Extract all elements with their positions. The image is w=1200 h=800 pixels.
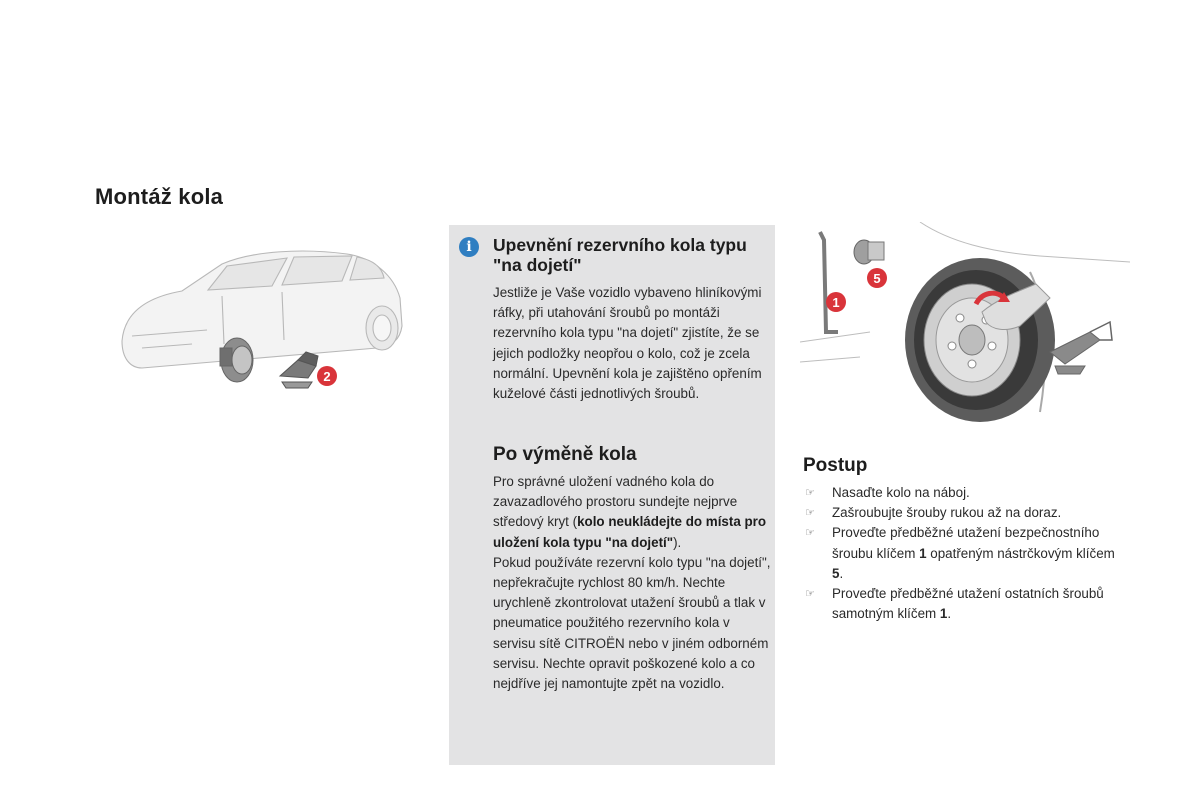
list-item: ☞ Zašroubujte šrouby rukou až na doraz. <box>805 503 1125 523</box>
info-body-text: Jestliže je Vaše vozidlo vybaveno hliníkovými ráfky, při utahování šroubů po montáži rezervního kola typu "na dojetí" zjistíte, že se jejich podložky neopřou o kolo, což je zcela normální. Upevnění kola je zajištěno opřením kuželové části jednotlivých šroubů. <box>493 285 762 402</box>
pointing-hand-icon: ☞ <box>805 587 815 601</box>
after-replacement-heading: Po výměně kola <box>493 444 637 465</box>
info-heading: Upevnění rezervního kola typu "na dojetí" <box>493 235 747 275</box>
list-item: ☞ Nasaďte kolo na náboj. <box>805 483 1125 503</box>
spare-wheel <box>905 258 1055 422</box>
locking-socket <box>854 240 884 264</box>
lug-wrench <box>820 232 838 332</box>
info-icon: i <box>459 237 479 257</box>
warning-bold-text: kolo neukládejte do místa pro uložení kola typu "na dojetí" <box>493 514 767 550</box>
jack-right <box>1050 322 1112 374</box>
list-item: ☞ Proveďte předběžné utažení ostatních šroubů samotným klíčem 1. <box>805 586 1104 622</box>
badge-5-marker <box>867 268 887 288</box>
procedure-heading: Postup <box>803 455 868 476</box>
pointing-hand-icon: ☞ <box>805 486 815 499</box>
badge-5: 5 <box>873 271 881 286</box>
car-jack-illustration <box>112 236 412 406</box>
car-outline <box>122 251 402 368</box>
jack <box>280 352 318 388</box>
page-title: Montáž kola <box>95 184 224 209</box>
badge-2: 2 <box>323 369 331 384</box>
list-item: ☞ Proveďte předběžné utažení bezpečnostního šroubu klíčem 1 opatřeným nástrčkovým klíčem 5. <box>805 525 1115 581</box>
pointing-hand-icon: ☞ <box>805 506 815 520</box>
badge-2-marker <box>317 366 337 386</box>
procedure-steps <box>805 483 1125 624</box>
badge-1-marker <box>826 292 846 312</box>
badge-1: 1 <box>832 295 840 310</box>
wheel-mounting-illustration <box>800 222 1130 422</box>
after-replacement-text: Pro správné uložení vadného kola do zavazadlového prostoru sundejte nejprve středový kryt (kolo neukládejte do místa pro uložení kola typu "na dojetí"). Pokud používáte rezervní kolo typu "na dojetí", nepřekračujte rychlost 80 km/h. Nechte urychleně zkontrolovat utažení šroubů a tlak v pneumatice použitého rezervního kola v servisu sítě CITROËN nebo v jiném odborném servisu. Nechte opravit poškozené kolo a co nejdříve jej namontujte zpět na vozidlo. <box>493 474 771 692</box>
pointing-hand-icon: ☞ <box>805 526 815 540</box>
